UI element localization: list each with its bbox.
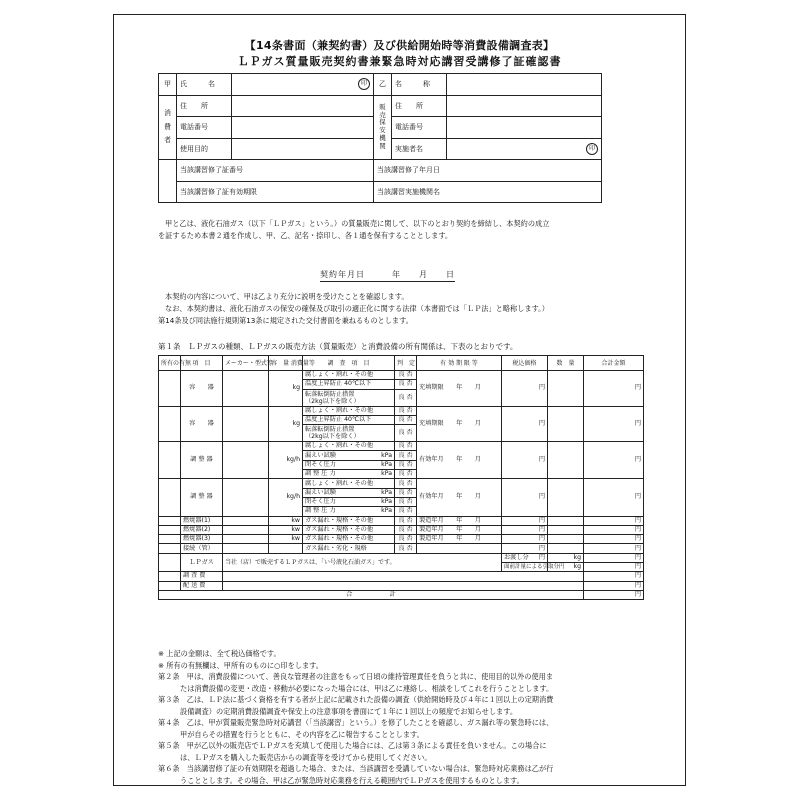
spacer	[159, 160, 177, 182]
judge-cell[interactable]: 良 否	[395, 525, 417, 534]
seal-icon: 印	[586, 143, 598, 155]
fee-cell	[223, 581, 584, 590]
check-cell: 調 整 圧 力 kPa	[303, 507, 395, 516]
explain-paragraph	[158, 291, 648, 327]
item-cell: 配 送 費	[181, 581, 223, 590]
price-cell: 円	[502, 479, 548, 516]
article-3: 第３条 乙は、ＬＰ法に基づく資格を有する者が上記に記載された設備の調査（供給開始時及び４年に１回以上の定期消費	[158, 695, 554, 704]
item-cell: 容 器	[181, 371, 223, 407]
item-cell: 調 査 費	[181, 572, 223, 581]
total-cell: 円	[584, 581, 644, 590]
explain-line: なお、本契約書は、液化石油ガスの保安の確保及び取引の適正化に関する法律（本書面では「ＬＰ法」と略称します。）	[165, 304, 549, 313]
total-cell: 円	[584, 572, 644, 581]
spacer	[159, 181, 177, 203]
total-cell: 円	[584, 553, 644, 562]
owned-cell[interactable]	[159, 572, 181, 581]
article-4: 第４条 乙は、甲が質量販売緊急時対応講習（「当該講習」という。）を修了したことを確認し、ガス漏れ等の緊急時には、	[158, 718, 554, 727]
item-cell: 容 器	[181, 406, 223, 442]
check-cell: 閉そく圧力 kPa	[303, 497, 395, 506]
judge-cell[interactable]: 良 否	[395, 442, 417, 451]
article-5: 第５条 甲が乙以外の販売店でＬＰガスを充填して使用した場合には、乙は第３条による責任を負いません。この場合に	[158, 741, 547, 750]
expiry-cell: 充填期限 年 月	[417, 371, 502, 407]
total-cell: 円	[584, 563, 644, 572]
purpose-field[interactable]	[232, 138, 374, 160]
judge-cell[interactable]: 良 否	[395, 389, 417, 406]
judge-cell[interactable]: 良 否	[395, 507, 417, 516]
table-row	[159, 442, 644, 451]
price-cell: 円	[502, 371, 548, 407]
owned-cell[interactable]	[159, 581, 181, 590]
expiry-cell: 製造年月 年 月	[417, 525, 502, 534]
price-cell: 円	[502, 406, 548, 442]
article-2: 第２条 甲は、消費設備について、善良な管理者の注意をもって日頃の維持管理責任を負うと共に、使用目的以外の使用ま	[158, 672, 554, 681]
name-label: 氏 名	[177, 74, 232, 96]
price-cell: 面前計量による引取分 円	[502, 563, 548, 572]
unit-cell: kg	[269, 371, 303, 407]
check-cell: 漏えい試験 kPa	[303, 451, 395, 460]
col-owned: 所有の有無	[159, 356, 181, 371]
table-row	[159, 371, 644, 380]
qty-cell[interactable]	[548, 544, 584, 553]
implementer-field[interactable]	[447, 138, 602, 160]
intro-paragraph	[158, 218, 648, 242]
table-row	[159, 516, 644, 525]
check-cell: 温度上昇防止 40℃以下	[303, 380, 395, 389]
name-field[interactable]	[232, 74, 374, 96]
total-cell: 円	[584, 544, 644, 553]
judge-cell[interactable]: 良 否	[395, 488, 417, 497]
table-row	[159, 581, 644, 590]
seal-icon: 印	[358, 78, 370, 90]
intro-line: 甲と乙は、液化石油ガス（以下「ＬＰガス」という。）の質量販売に関して、以下のとおり契約を締結し、本契約の成立	[165, 219, 550, 228]
phone-label: 電話番号	[177, 117, 232, 139]
check-cell: 調 整 圧 力 kPa	[303, 470, 395, 479]
owned-cell[interactable]	[159, 553, 181, 572]
document-page	[113, 14, 686, 786]
implementer-label: 実施者名	[392, 138, 447, 160]
judge-cell[interactable]: 良 否	[395, 371, 417, 380]
item-cell: 燃焼器(3)	[181, 535, 223, 544]
price-cell: 円	[502, 442, 548, 479]
check-cell: 転落転倒防止措置 （2kg以下を除く）	[303, 425, 395, 442]
phone-field[interactable]	[232, 117, 374, 139]
col-check: 調 査 項 目	[303, 356, 395, 371]
expiry-cell: 製造年月 年 月	[417, 516, 502, 525]
maker-cell[interactable]	[223, 535, 269, 544]
total-cell: 円	[584, 516, 644, 525]
qty-cell[interactable]	[548, 535, 584, 544]
col-capacity: 容 量 消費量等	[269, 356, 303, 371]
table-row	[159, 544, 644, 553]
unit-cell: kw	[269, 535, 303, 544]
check-cell: ガス漏れ・規格・その他	[303, 516, 395, 525]
address2-label: 住 所	[392, 95, 447, 117]
table-row	[159, 406, 644, 415]
owned-cell[interactable]	[159, 535, 181, 544]
qty-cell[interactable]: kg	[548, 563, 584, 572]
purpose-label: 使用目的	[177, 138, 232, 160]
price-cell: 円	[502, 535, 548, 544]
note: ※ 所有の有無欄は、甲所有のものに○印をします。	[158, 660, 323, 670]
qty-cell[interactable]: kg	[548, 553, 584, 562]
seller-label: 販 売 保 安 機 関	[374, 95, 392, 160]
expiry-cell: 製造年月 年 月	[417, 535, 502, 544]
owned-cell[interactable]	[159, 516, 181, 525]
course-org-label[interactable]: 当該講習実施機関名	[374, 181, 602, 203]
maker-cell[interactable]	[223, 406, 269, 442]
maker-cell[interactable]	[223, 525, 269, 534]
col-qty: 数 量	[548, 356, 584, 371]
item-cell: 燃焼器(1)	[181, 516, 223, 525]
contract-date[interactable]: 契約年月日 年 月 日	[320, 269, 455, 282]
address2-field[interactable]	[447, 95, 602, 117]
table-row	[159, 590, 644, 599]
price-cell: 円	[502, 525, 548, 534]
unit-cell: kw	[269, 525, 303, 534]
phone2-label: 電話番号	[392, 117, 447, 139]
check-cell: 転落転倒防止措置 （2kg以下を除く）	[303, 389, 395, 406]
phone2-field[interactable]	[447, 117, 602, 139]
check-cell: ガス漏れ・劣化・規格	[303, 544, 395, 553]
article-2: たは消費設備の変更・改造・移動が必要になった場合には、甲は乙に連絡し、相談をしてこれを行うこととします。	[180, 683, 554, 693]
item-cell: 調 整 器	[181, 442, 223, 479]
document-title: 【14条書面（兼契約書）及び供給開始時等消費設備調査表】	[244, 39, 555, 52]
maker-cell[interactable]	[223, 479, 269, 516]
check-cell: 腐しょく・割れ・その他	[303, 406, 395, 415]
total-cell: 円	[584, 525, 644, 534]
item-cell: ＬＰガス	[181, 553, 223, 572]
judge-cell[interactable]: 良 否	[395, 380, 417, 389]
cert-no-label[interactable]: 当該講習修了証番号	[177, 160, 374, 182]
owned-cell[interactable]	[159, 525, 181, 534]
total-cell: 円	[584, 479, 644, 516]
qty-cell[interactable]	[548, 371, 584, 407]
maker-cell[interactable]	[223, 544, 269, 553]
maker-cell[interactable]	[223, 442, 269, 479]
judge-cell[interactable]: 良 否	[395, 479, 417, 488]
col-total: 合計金額	[584, 356, 644, 371]
maker-cell[interactable]	[223, 371, 269, 407]
col-expiry: 有 効 期 限 等	[417, 356, 502, 371]
price-cell: 円	[502, 544, 548, 553]
judge-cell[interactable]: 良 否	[395, 460, 417, 469]
check-cell: ガス漏れ・規格・その他	[303, 535, 395, 544]
total-cell: 円	[584, 535, 644, 544]
article-5: は、ＬＰガスを購入した販売店からの調査等を受けてから使用してください。	[180, 752, 432, 762]
judge-cell[interactable]: 良 否	[395, 425, 417, 442]
total-cell: 円	[584, 442, 644, 479]
col-item: 項 目	[181, 356, 223, 371]
otsu-label: 乙	[374, 74, 392, 96]
intro-line: を証するため本書２通を作成し、甲、乙、記名・捺印し、各１通を保有することとします。	[158, 231, 453, 240]
owned-cell[interactable]	[159, 406, 181, 442]
total-cell: 円	[584, 406, 644, 442]
expiry-cell: 有効年月 年 月	[417, 479, 502, 516]
item-cell: 燃焼器(2)	[181, 525, 223, 534]
course-date-label[interactable]: 当該講習修了年月日	[374, 160, 602, 182]
col-maker: メーカー・型式等	[223, 356, 269, 371]
ko-label: 甲	[159, 74, 177, 96]
unit-cell: kw	[269, 516, 303, 525]
cert-valid-label[interactable]: 当該講習修了証有効期限	[177, 181, 374, 203]
table-row	[159, 553, 644, 562]
article-1: 第１条 ＬＰガスの種類、ＬＰガスの販売方法（質量販売）と消費設備の所有関係は、下表のとおりです。	[158, 342, 518, 351]
unit-cell: kg/h	[269, 442, 303, 479]
check-cell: 閉そく圧力 kPa	[303, 460, 395, 469]
company-label: 名 称	[392, 74, 447, 96]
qty-cell[interactable]	[548, 516, 584, 525]
explain-line: 本契約の内容について、甲は乙より充分に説明を受けたことを確認します。	[165, 292, 409, 301]
grand-total-label: 合 計	[159, 590, 584, 599]
explain-line: 第14条及び同法施行規則第13条に規定された交付書面を兼ねるものとします。	[158, 316, 413, 325]
qty-cell[interactable]	[548, 479, 584, 516]
judge-cell[interactable]: 良 否	[395, 451, 417, 460]
maker-cell[interactable]	[223, 516, 269, 525]
table-row	[159, 525, 644, 534]
document-subtitle: ＬＰガス質量販売契約書兼緊急時対応講習受講修了証確認書	[237, 55, 562, 68]
grand-total-cell: 円	[584, 590, 644, 599]
qty-cell[interactable]	[548, 525, 584, 534]
address-label: 住 所	[177, 95, 232, 117]
notes-section	[158, 648, 648, 786]
table-row	[159, 479, 644, 488]
consumer-label: 消 費 者	[159, 95, 177, 160]
item-cell: 接続（管）	[181, 544, 223, 553]
check-cell: 腐しょく・割れ・その他	[303, 479, 395, 488]
judge-cell[interactable]: 良 否	[395, 544, 417, 553]
unit-cell: kg/h	[269, 479, 303, 516]
price-cell: 円	[502, 516, 548, 525]
item-cell: 調 整 器	[181, 479, 223, 516]
owned-cell[interactable]	[159, 442, 181, 479]
article-6: うこととします。その場合、甲は乙が緊急時対応業務を行える範囲内でＬＰガスを使用するものとします。	[180, 775, 524, 785]
check-cell: 漏えい試験 kPa	[303, 488, 395, 497]
judge-cell[interactable]: 良 否	[395, 470, 417, 479]
qty-cell[interactable]	[548, 406, 584, 442]
address-field[interactable]	[232, 95, 374, 117]
check-cell: 温度上昇防止 40℃以下	[303, 415, 395, 424]
article-6: 第６条 当該講習修了証の有効期限を超過した場合、または、当該講習を受講していない場合は、緊急時対応業務は乙が行	[158, 764, 554, 773]
owned-cell[interactable]	[159, 371, 181, 407]
owned-cell[interactable]	[159, 544, 181, 553]
equipment-table	[158, 355, 644, 600]
party-info-table	[158, 73, 602, 203]
judge-cell[interactable]: 良 否	[395, 415, 417, 424]
judge-cell[interactable]: 良 否	[395, 535, 417, 544]
expiry-cell: 充填期限 年 月	[417, 406, 502, 442]
article-3: 設備調査）の定期消費設備調査や保安上の注意事項を書面にて１年に１回以上の頻度でお知らせします。	[180, 706, 518, 716]
judge-cell[interactable]: 良 否	[395, 406, 417, 415]
expiry-cell: 有効年月 年 月	[417, 442, 502, 479]
table-row	[159, 535, 644, 544]
check-cell: 腐しょく・割れ・その他	[303, 442, 395, 451]
fee-cell	[223, 572, 584, 581]
lpgas-note: 当社（店）で販売するＬＰガスは、「い号液化石油ガス」です。	[223, 553, 502, 572]
total-cell: 円	[584, 371, 644, 407]
check-cell: 腐しょく・割れ・その他	[303, 371, 395, 380]
expiry-cell	[417, 544, 502, 553]
judge-cell[interactable]: 良 否	[395, 497, 417, 506]
unit-cell	[269, 544, 303, 553]
company-field[interactable]	[447, 74, 602, 96]
article-4: 甲が自らその措置を行うとともに、その内容を乙に報告することとします。	[180, 729, 424, 739]
judge-cell[interactable]: 良 否	[395, 516, 417, 525]
check-cell: ガス漏れ・規格・その他	[303, 525, 395, 534]
note: ※ 上記の金額は、全て税込価格です。	[158, 649, 281, 658]
qty-cell[interactable]	[548, 442, 584, 479]
col-price: 税込価格	[502, 356, 548, 371]
col-judge: 判 定	[395, 356, 417, 371]
owned-cell[interactable]	[159, 479, 181, 516]
price-cell: お渡し分 円	[502, 553, 548, 562]
table-row	[159, 572, 644, 581]
unit-cell: kg	[269, 406, 303, 442]
